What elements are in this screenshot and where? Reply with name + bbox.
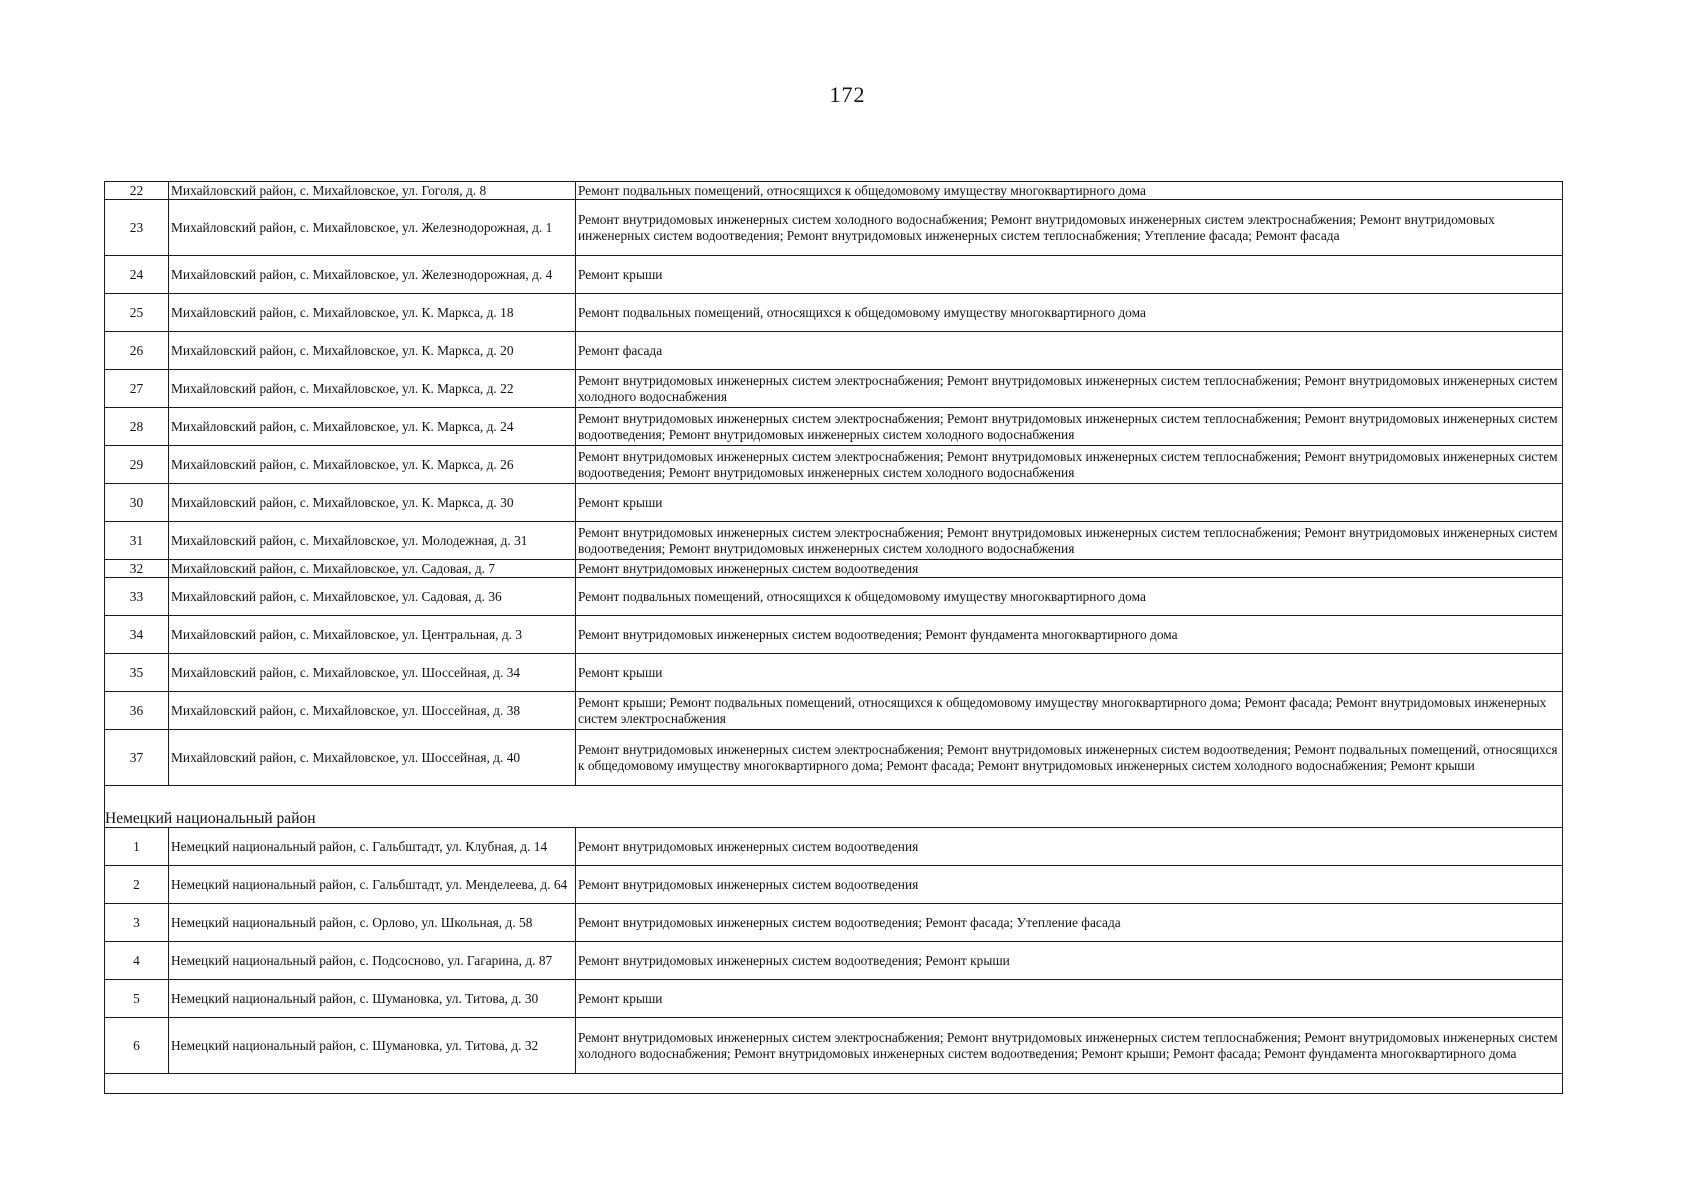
row-address: Михайловский район, с. Михайловское, ул. К. Маркса, д. 24 (169, 408, 576, 446)
row-address: Михайловский район, с. Михайловское, ул. Шоссейная, д. 40 (169, 730, 576, 786)
row-works: Ремонт внутридомовых инженерных систем водоотведения (576, 828, 1563, 866)
group1-body (105, 182, 1563, 786)
table-row (105, 578, 1563, 616)
end-blank-cell (105, 1074, 1563, 1094)
row-number: 28 (105, 408, 169, 446)
row-works: Ремонт крыши (576, 256, 1563, 294)
row-address: Немецкий национальный район, с. Шумановка, ул. Титова, д. 32 (169, 1018, 576, 1074)
table-row (105, 654, 1563, 692)
row-address: Михайловский район, с. Михайловское, ул. К. Маркса, д. 20 (169, 332, 576, 370)
table-row (105, 446, 1563, 484)
table-row (105, 1018, 1563, 1074)
row-number: 27 (105, 370, 169, 408)
row-number: 34 (105, 616, 169, 654)
table-row (105, 294, 1563, 332)
row-number: 35 (105, 654, 169, 692)
table-row (105, 256, 1563, 294)
section-title: Немецкий национальный район (105, 786, 576, 828)
table-row (105, 370, 1563, 408)
row-works: Ремонт внутридомовых инженерных систем водоотведения (576, 560, 1563, 578)
row-works: Ремонт внутридомовых инженерных систем водоотведения; Ремонт фундамента многоквартирного дома (576, 616, 1563, 654)
row-works: Ремонт внутридомовых инженерных систем водоотведения; Ремонт фасада; Утепление фасада (576, 904, 1563, 942)
row-address: Михайловский район, с. Михайловское, ул. Молодежная, д. 31 (169, 522, 576, 560)
row-number: 26 (105, 332, 169, 370)
row-works: Ремонт внутридомовых инженерных систем холодного водоснабжения; Ремонт внутридомовых инженерных систем электроснабжения; Ремонт внутридомовых инженерных систем водоотведения; Ремонт внутридомовых инженерных систем теплоснабжения; Утепление фасада; Ремонт фасада (576, 200, 1563, 256)
row-number: 29 (105, 446, 169, 484)
repair-table (104, 181, 1563, 1094)
row-works: Ремонт фасада (576, 332, 1563, 370)
table-row (105, 866, 1563, 904)
table-row (105, 484, 1563, 522)
row-works: Ремонт внутридомовых инженерных систем водоотведения (576, 866, 1563, 904)
row-works: Ремонт подвальных помещений, относящихся к общедомовому имуществу многоквартирного дома (576, 182, 1563, 200)
row-number: 4 (105, 942, 169, 980)
row-works: Ремонт подвальных помещений, относящихся к общедомовому имуществу многоквартирного дома (576, 294, 1563, 332)
row-number: 6 (105, 1018, 169, 1074)
table-row (105, 332, 1563, 370)
row-works: Ремонт крыши (576, 980, 1563, 1018)
page-number: 172 (829, 82, 866, 107)
row-number: 25 (105, 294, 169, 332)
row-address: Михайловский район, с. Михайловское, ул. К. Маркса, д. 30 (169, 484, 576, 522)
row-address: Немецкий национальный район, с. Гальбштадт, ул. Клубная, д. 14 (169, 828, 576, 866)
table-row (105, 692, 1563, 730)
section-row (105, 786, 1563, 828)
row-works: Ремонт внутридомовых инженерных систем электроснабжения; Ремонт внутридомовых инженерных систем теплоснабжения; Ремонт внутридомовых инженерных систем холодного водоснабжения (576, 370, 1563, 408)
row-address: Михайловский район, с. Михайловское, ул. Центральная, д. 3 (169, 616, 576, 654)
row-number: 37 (105, 730, 169, 786)
table-row (105, 904, 1563, 942)
row-works: Ремонт внутридомовых инженерных систем электроснабжения; Ремонт внутридомовых инженерных систем теплоснабжения; Ремонт внутридомовых инженерных систем водоотведения; Ремонт внутридомовых инженерных систем холодного водоснабжения (576, 446, 1563, 484)
row-address: Михайловский район, с. Михайловское, ул. Садовая, д. 7 (169, 560, 576, 578)
row-number: 24 (105, 256, 169, 294)
row-address: Михайловский район, с. Михайловское, ул. Железнодорожная, д. 1 (169, 200, 576, 256)
row-number: 23 (105, 200, 169, 256)
row-address: Немецкий национальный район, с. Гальбштадт, ул. Менделеева, д. 64 (169, 866, 576, 904)
table-row (105, 408, 1563, 446)
row-address: Михайловский район, с. Михайловское, ул. Шоссейная, д. 38 (169, 692, 576, 730)
row-works: Ремонт внутридомовых инженерных систем электроснабжения; Ремонт внутридомовых инженерных систем теплоснабжения; Ремонт внутридомовых инженерных систем водоотведения; Ремонт внутридомовых инженерных систем холодного водоснабжения (576, 522, 1563, 560)
row-number: 33 (105, 578, 169, 616)
row-number: 31 (105, 522, 169, 560)
section-header (105, 786, 1563, 828)
row-works: Ремонт подвальных помещений, относящихся к общедомовому имуществу многоквартирного дома (576, 578, 1563, 616)
table-row (105, 980, 1563, 1018)
row-number: 2 (105, 866, 169, 904)
table-row (105, 828, 1563, 866)
row-address: Михайловский район, с. Михайловское, ул. Железнодорожная, д. 4 (169, 256, 576, 294)
row-address: Михайловский район, с. Михайловское, ул. К. Маркса, д. 22 (169, 370, 576, 408)
table-row (105, 522, 1563, 560)
row-works: Ремонт внутридомовых инженерных систем электроснабжения; Ремонт внутридомовых инженерных систем теплоснабжения; Ремонт внутридомовых инженерных систем холодного водоснабжения; Ремонт внутридомовых инженерных систем водоотведения; Ремонт крыши; Ремонт фасада; Ремонт фундамента многоквартирного дома (576, 1018, 1563, 1074)
row-number: 36 (105, 692, 169, 730)
table-row (105, 560, 1563, 578)
row-number: 30 (105, 484, 169, 522)
table-row (105, 182, 1563, 200)
row-works: Ремонт внутридомовых инженерных систем водоотведения; Ремонт крыши (576, 942, 1563, 980)
row-address: Немецкий национальный район, с. Орлово, ул. Школьная, д. 58 (169, 904, 576, 942)
end-row (105, 1074, 1563, 1094)
row-works: Ремонт крыши (576, 654, 1563, 692)
table-row (105, 616, 1563, 654)
row-address: Немецкий национальный район, с. Шумановка, ул. Титова, д. 30 (169, 980, 576, 1018)
row-works: Ремонт крыши (576, 484, 1563, 522)
row-number: 3 (105, 904, 169, 942)
row-works: Ремонт внутридомовых инженерных систем электроснабжения; Ремонт внутридомовых инженерных систем теплоснабжения; Ремонт внутридомовых инженерных систем водоотведения; Ремонт внутридомовых инженерных систем холодного водоснабжения (576, 408, 1563, 446)
row-address: Михайловский район, с. Михайловское, ул. К. Маркса, д. 18 (169, 294, 576, 332)
row-address: Немецкий национальный район, с. Подсосново, ул. Гагарина, д. 87 (169, 942, 576, 980)
row-works: Ремонт внутридомовых инженерных систем электроснабжения; Ремонт внутридомовых инженерных систем водоотведения; Ремонт подвальных помещений, относящихся к общедомовому имуществу многоквартирного дома; Ремонт фасада; Ремонт внутридомовых инженерных систем холодного водоснабжения; Ремонт крыши (576, 730, 1563, 786)
row-address: Михайловский район, с. Михайловское, ул. Садовая, д. 36 (169, 578, 576, 616)
table-row (105, 730, 1563, 786)
row-address: Михайловский район, с. Михайловское, ул. Гоголя, д. 8 (169, 182, 576, 200)
row-address: Михайловский район, с. Михайловское, ул. К. Маркса, д. 26 (169, 446, 576, 484)
row-works: Ремонт крыши; Ремонт подвальных помещений, относящихся к общедомовому имуществу многоквартирного дома; Ремонт фасада; Ремонт внутридомовых инженерных систем электроснабжения (576, 692, 1563, 730)
row-number: 22 (105, 182, 169, 200)
table-row (105, 942, 1563, 980)
table-row (105, 200, 1563, 256)
section-blank-cell (576, 786, 1563, 828)
table-end (105, 1074, 1563, 1094)
row-number: 32 (105, 560, 169, 578)
row-address: Михайловский район, с. Михайловское, ул. Шоссейная, д. 34 (169, 654, 576, 692)
row-number: 1 (105, 828, 169, 866)
group2-body (105, 828, 1563, 1074)
row-number: 5 (105, 980, 169, 1018)
